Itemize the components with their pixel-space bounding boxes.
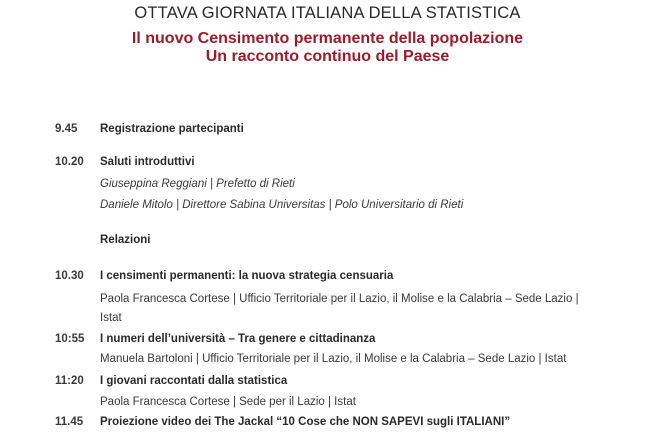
speaker-line: Manuela Bartoloni | Ufficio Territoriale per il Lazio, il Molise e la Calabria – Sede Lazio | Istat	[100, 353, 567, 365]
agenda-time: 9.45	[55, 123, 78, 135]
speaker-line: Paola Francesca Cortese | Sede per il Lazio | Istat	[100, 396, 356, 408]
agenda-title: Registrazione partecipanti	[100, 123, 244, 135]
speaker-line: Daniele Mitolo | Direttore Sabina Universitas | Polo Universitario di Rieti	[100, 199, 464, 211]
speaker-line: Istat	[100, 312, 122, 324]
page-subtitle-line1: Il nuovo Censimento permanente della popolazione	[131, 30, 524, 47]
page-subtitle-line2: Un racconto continuo del Paese	[205, 48, 450, 65]
speaker-line: Giuseppina Reggiani | Prefetto di Rieti	[100, 178, 295, 190]
agenda-time: 11:20	[55, 375, 84, 387]
speaker-line: Paola Francesca Cortese | Ufficio Territoriale per il Lazio, il Molise e la Calabria – Sede Lazio |	[100, 293, 579, 305]
agenda-time: 10:55	[55, 333, 85, 345]
agenda-title: I numeri dell’università – Tra genere e cittadinanza	[100, 333, 376, 345]
agenda-title: I censimenti permanenti: la nuova strategia censuaria	[100, 270, 394, 282]
section-label: Relazioni	[100, 234, 151, 246]
page-title: OTTAVA GIORNATA ITALIANA DELLA STATISTICA	[134, 4, 521, 22]
agenda-time: 11.45	[55, 416, 84, 428]
agenda-title: Saluti introduttivi	[100, 156, 195, 168]
agenda-title: I giovani raccontati dalla statistica	[100, 375, 288, 387]
agenda-time: 10.20	[55, 156, 84, 168]
agenda-title: Proiezione video dei The Jackal “10 Cose che NON SAPEVI sugli ITALIANI”	[100, 416, 511, 428]
agenda-time: 10.30	[55, 270, 84, 282]
